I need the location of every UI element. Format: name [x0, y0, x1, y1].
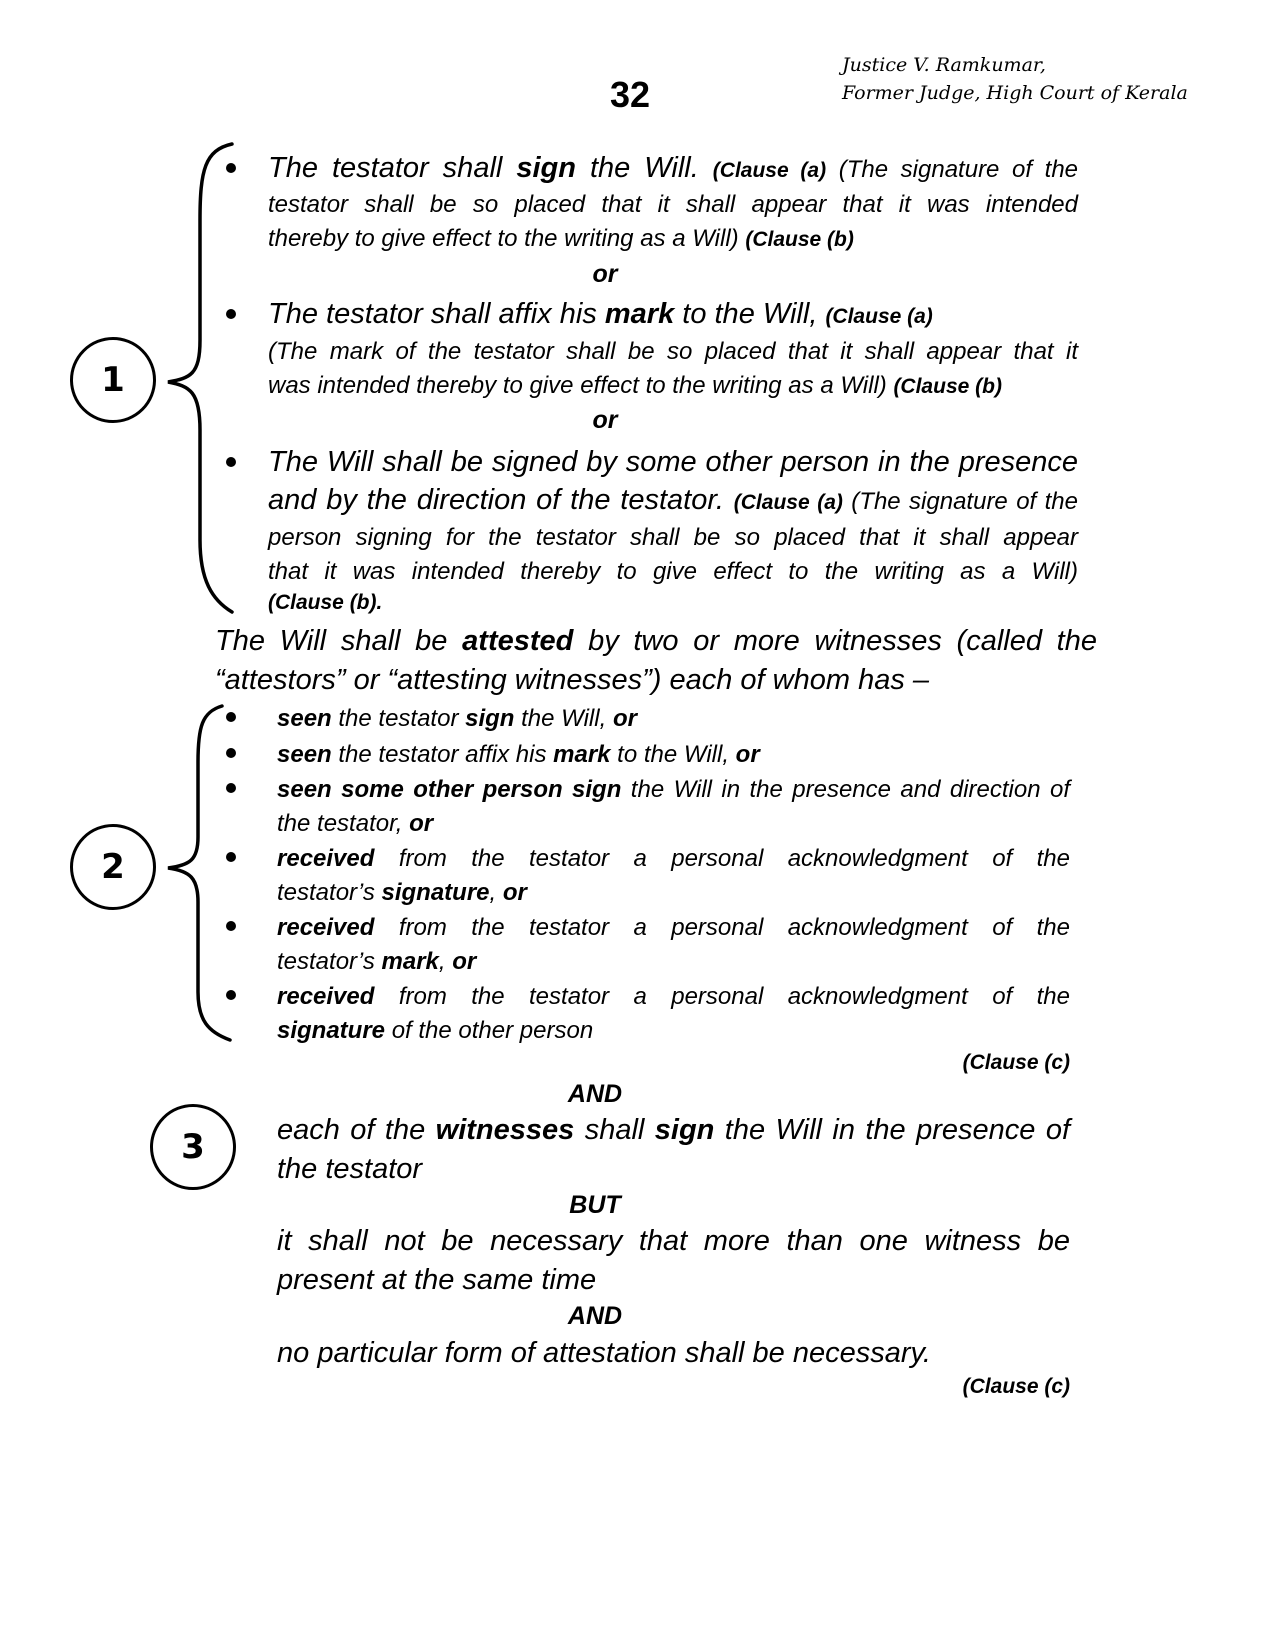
text-segment: The testator shall: [268, 152, 517, 184]
emphasis-text: mark: [381, 948, 439, 975]
emphasis-text: witnesses: [435, 1114, 575, 1146]
text-segment: by two or more witnesses (called the: [573, 625, 1097, 657]
g1-item2-line1: [268, 300, 933, 329]
text-segment: ,: [438, 948, 453, 975]
g1-item2-line3: [268, 374, 1002, 398]
emphasis-text: signature: [277, 1017, 386, 1044]
text-segment: shall: [574, 1114, 655, 1146]
text-segment: ,: [489, 879, 503, 906]
g1-item1-line2: testator shall be so placed that it shall appear that it was intended: [268, 191, 1078, 218]
text-segment: from the testator a personal acknowledgment of the: [374, 983, 1070, 1010]
bullet-icon: [226, 748, 236, 758]
g1-item1-line1: [268, 154, 1078, 183]
bullet-icon: [226, 921, 236, 931]
text-segment: the Will,: [514, 705, 613, 732]
and-connector-1: AND: [567, 1080, 623, 1108]
text-segment: (Clause (a): [825, 305, 933, 328]
text-segment: was intended thereby to give effect to the writing as a Will): [268, 372, 894, 399]
text-segment: the Will in the presence and direction of: [621, 776, 1070, 803]
text-segment: the testator affix his: [331, 741, 554, 768]
emphasis-text: seen: [277, 741, 332, 768]
text-segment: to the Will,: [674, 298, 826, 330]
text-segment: (Clause (a): [733, 491, 843, 514]
or-connector-1: or: [592, 260, 618, 288]
emphasis-text: attested: [462, 625, 574, 657]
text-segment: (The signature of the: [842, 488, 1078, 515]
g1-item3-line3: person signing for the testator shall be so placed that it shall appear: [268, 524, 1078, 551]
g3-sentence1-line1: [277, 1116, 1070, 1145]
g3-sentence3: no particular form of attestation shall be necessary.: [277, 1337, 931, 1369]
g1-item3-clause: (Clause (b).: [268, 591, 383, 614]
text-segment: the Will.: [575, 152, 713, 184]
g2-item6-line2: [277, 1019, 593, 1043]
or-connector-2: or: [592, 406, 618, 434]
bullet-icon: [226, 852, 236, 862]
emphasis-text: sign: [465, 705, 515, 732]
author-name: Justice V. Ramkumar,: [842, 54, 1046, 76]
bullet-icon: [226, 457, 236, 467]
text-segment: the testator: [331, 705, 466, 732]
emphasis-text: mark: [604, 298, 675, 330]
text-segment: The testator shall affix his: [268, 298, 605, 330]
emphasis-text: received: [277, 914, 375, 941]
author-title: Former Judge, High Court of Kerala: [842, 82, 1188, 104]
group-3-number: 3: [181, 1127, 205, 1167]
text-segment: (Clause (b): [745, 228, 854, 251]
emphasis-text: seen some other person sign: [277, 776, 622, 803]
text-segment: of the other person: [385, 1017, 594, 1044]
text-segment: (Clause (b): [893, 375, 1002, 398]
attest-line2: “attestors” or “attesting witnesses”) each of whom has –: [215, 664, 930, 696]
text-segment: and by the direction of the testator.: [268, 484, 734, 516]
group-3-number-circle: [150, 1104, 236, 1190]
g3-sentence2-line2: present at the same time: [277, 1264, 597, 1296]
bullet-icon: [226, 783, 236, 793]
text-segment: The Will shall be: [215, 625, 463, 657]
g3-sentence2-line1: it shall not be necessary that more than one witness be: [277, 1225, 1070, 1257]
g2-item4-line2: [277, 881, 527, 905]
g2-item4-line1: [277, 847, 1070, 871]
but-connector: BUT: [569, 1191, 621, 1219]
and-connector-2: AND: [567, 1302, 623, 1330]
g1-item1-line3: [268, 227, 854, 251]
g2-item6-line1: [277, 985, 1070, 1009]
g2-item5-line2: [277, 950, 476, 974]
emphasis-text: or: [502, 879, 527, 906]
bullet-icon: [226, 163, 236, 173]
group-1-number-circle: [70, 337, 156, 423]
g3-sentence1-line2: the testator: [277, 1153, 423, 1185]
g3-clause: (Clause (c): [962, 1375, 1070, 1398]
bullet-icon: [226, 712, 236, 722]
g2-item5-line1: [277, 916, 1070, 940]
g1-item3-line1: The Will shall be signed by some other person in the presence: [268, 446, 1078, 478]
text-segment: thereby to give effect to the writing as a Will): [268, 225, 746, 252]
g1-item3-line2: [268, 486, 1078, 515]
emphasis-text: signature: [381, 879, 490, 906]
text-segment: (Clause (a): [712, 159, 827, 182]
emphasis-text: or: [409, 810, 434, 837]
bullet-icon: [226, 309, 236, 319]
text-segment: to the Will,: [610, 741, 736, 768]
g2-item3-line2: [277, 812, 433, 836]
group-1-brace: [160, 140, 240, 620]
g1-item3-line4: that it was intended thereby to give effect to the writing as a Will): [268, 558, 1078, 585]
group-2-number-circle: [70, 824, 156, 910]
g2-item2: [277, 743, 760, 767]
g2-item3-line1: [277, 778, 1070, 802]
emphasis-text: seen: [277, 705, 332, 732]
g2-clause: (Clause (c): [962, 1051, 1070, 1074]
attest-line1: [215, 627, 1097, 656]
text-segment: (The signature of the: [826, 156, 1079, 183]
text-segment: each of the: [277, 1114, 436, 1146]
emphasis-text: received: [277, 845, 375, 872]
text-segment: from the testator a personal acknowledgment of the: [374, 914, 1070, 941]
text-segment: the Will in the presence of: [714, 1114, 1071, 1146]
emphasis-text: sign: [654, 1114, 715, 1146]
emphasis-text: or: [612, 705, 637, 732]
g1-item2-line2: (The mark of the testator shall be so placed that it shall appear that it: [268, 338, 1078, 365]
group-2-number: 2: [101, 847, 125, 887]
page-number: 32: [609, 74, 651, 115]
text-segment: testator’s: [277, 948, 382, 975]
group-1-number: 1: [101, 360, 125, 400]
emphasis-text: received: [277, 983, 375, 1010]
text-segment: the testator,: [277, 810, 410, 837]
emphasis-text: mark: [553, 741, 611, 768]
text-segment: testator’s: [277, 879, 382, 906]
emphasis-text: or: [452, 948, 477, 975]
text-segment: from the testator a personal acknowledgment of the: [374, 845, 1070, 872]
emphasis-text: sign: [516, 152, 576, 184]
bullet-icon: [226, 990, 236, 1000]
g2-item1: [277, 707, 637, 731]
emphasis-text: or: [735, 741, 760, 768]
